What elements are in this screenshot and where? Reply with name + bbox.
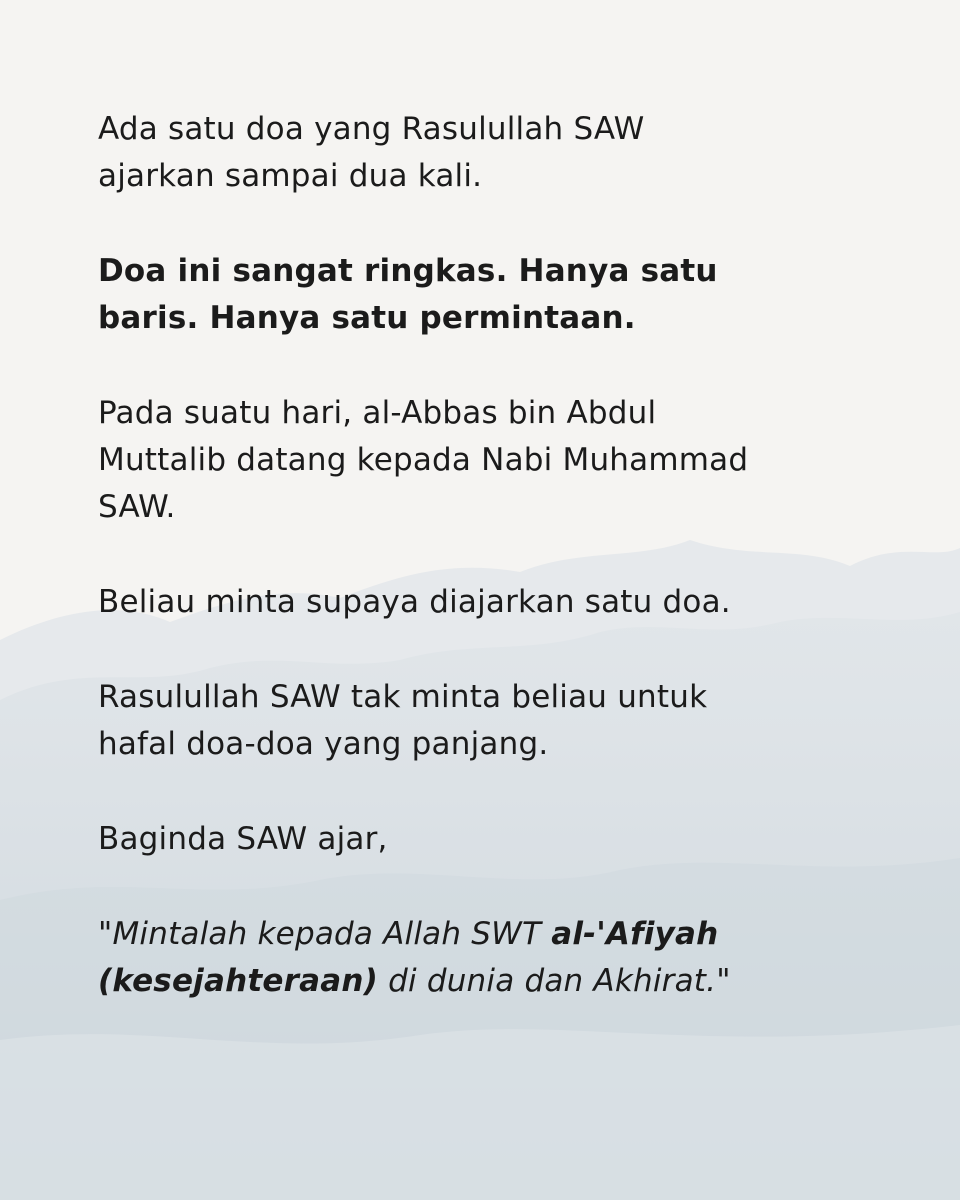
bold-paragraph	[98, 248, 878, 342]
watercolor-streak-1	[0, 1025, 960, 1200]
story-line-3: SAW.	[98, 489, 176, 525]
quote-keyword-kesejahteraan: (kesejahteraan)	[98, 963, 379, 999]
short-prayer-line-1: Rasulullah SAW tak minta beliau untuk	[98, 679, 708, 715]
request-line-1: Beliau minta supaya diajarkan satu doa.	[98, 584, 731, 620]
short-prayer-paragraph	[98, 674, 878, 768]
teaching-line-1: Baginda SAW ajar,	[98, 821, 388, 857]
post-text-block	[98, 106, 878, 1005]
quote-line-1	[98, 911, 878, 958]
quote-line-2	[98, 958, 878, 1005]
quote-paragraph	[98, 911, 878, 1005]
bold-line-1: Doa ini sangat ringkas. Hanya satu	[98, 253, 718, 289]
bold-line-2: baris. Hanya satu permintaan.	[98, 300, 636, 336]
quote-text-start: "Mintalah kepada Allah SWT	[98, 916, 552, 952]
request-paragraph	[98, 579, 878, 626]
intro-line-1: Ada satu doa yang Rasulullah SAW	[98, 111, 645, 147]
story-line-1: Pada suatu hari, al-Abbas bin Abdul	[98, 395, 657, 431]
story-paragraph	[98, 390, 878, 531]
intro-line-2: ajarkan sampai dua kali.	[98, 158, 483, 194]
intro-paragraph	[98, 106, 878, 200]
quote-keyword-afiyah: al-'Afiyah	[551, 916, 719, 952]
short-prayer-line-2: hafal doa-doa yang panjang.	[98, 726, 549, 762]
quote-text-end: di dunia dan Akhirat."	[378, 963, 731, 999]
teaching-paragraph	[98, 816, 878, 863]
story-line-2: Muttalib datang kepada Nabi Muhammad	[98, 442, 749, 478]
